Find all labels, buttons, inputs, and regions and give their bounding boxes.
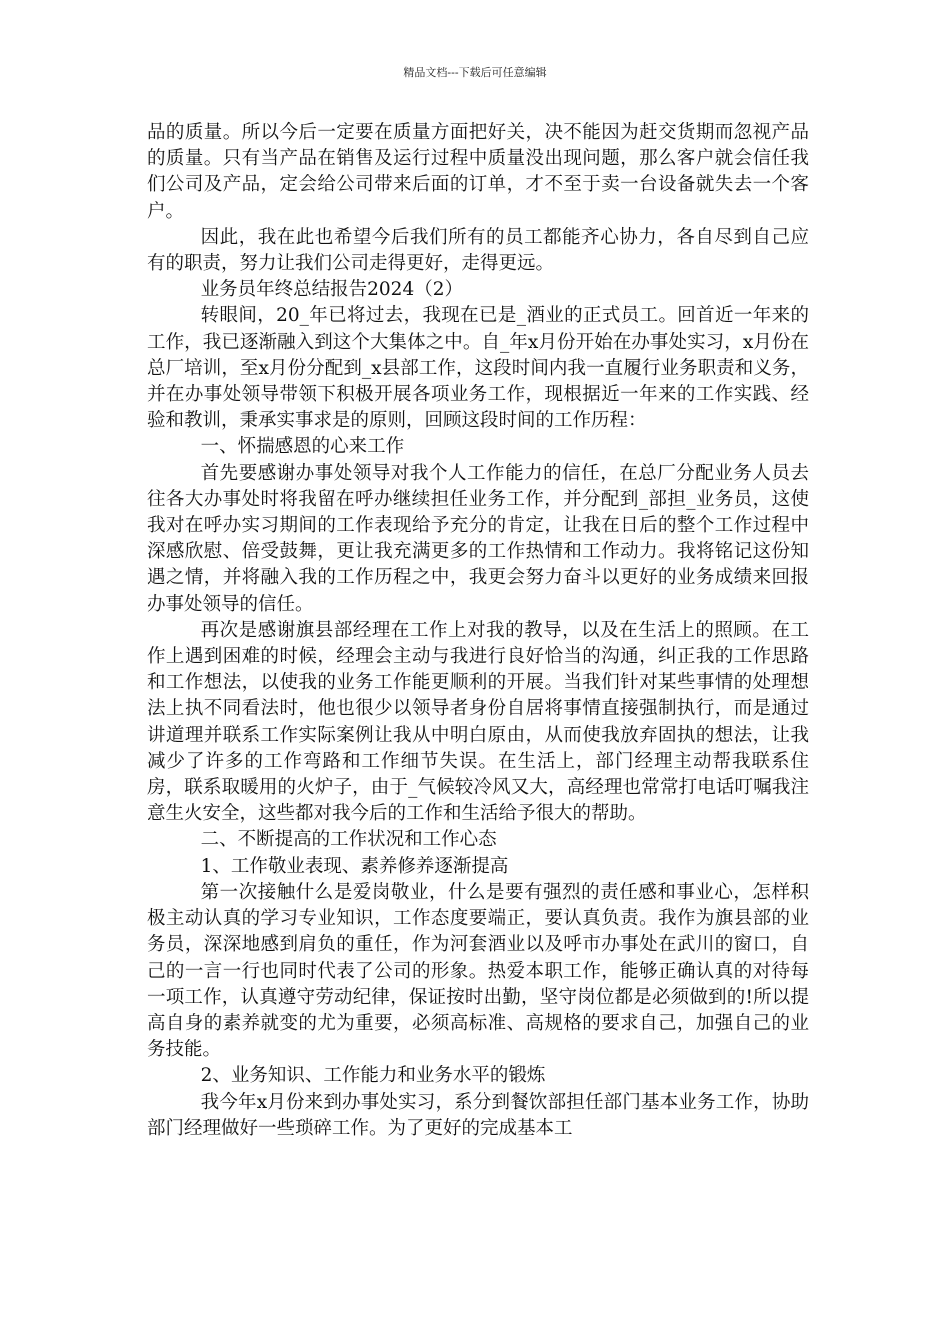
page-header: 精品文档---下载后可任意编辑 xyxy=(403,66,547,79)
paragraph: 我今年x月份来到办事处实习，系分到餐饮部担任部门基本业务工作，协助部门经理做好一些琐碎工作。为了更好的完成基本工 xyxy=(147,1091,809,1139)
paragraph: 首先要感谢办事处领导对我个人工作能力的信任，在总厂分配业务人员去往各大办事处时将我留在呼办继续担任业务工作，并分配到_部担_业务员，这使我对在呼办实习期间的工作表现给予充分的肯定，让我在日后的整个工作过程中深感欣慰、倍受鼓舞，更让我充满更多的工作热情和工作动力。我将铭记这份知遇之情，并将融入我的工作历程之中，我更会努力奋斗以更好的业务成绩来回报办事处领导的信任。 xyxy=(147,462,809,615)
paragraph: 品的质量。所以今后一定要在质量方面把好关，决不能因为赶交货期而忽视产品的质量。只有当产品在销售及运行过程中质量没出现问题，那么客户就会信任我们公司及产品，定会给公司带来后面的订单，才不至于卖一台设备就失去一个客户。 xyxy=(147,122,809,222)
subheading: 1、工作敬业表现、素养修养逐渐提高 xyxy=(200,855,509,877)
paragraph: 第一次接触什么是爱岗敬业，什么是要有强烈的责任感和事业心，怎样积极主动认真的学习专业知识，工作态度要端正，要认真负责。我作为旗县部的业务员，深深地感到肩负的重任，作为河套酒业以及呼市办事处在武川的窗口，自己的一言一行也同时代表了公司的形象。热爱本职工作，能够正确认真的对待每一项工作，认真遵守劳动纪律，保证按时出勤，坚守岗位都是必须做到的!所以提高自身的素养就变的尤为重要，必须高标准、高规格的要求自己，加强自己的业务技能。 xyxy=(147,881,809,1061)
paragraph: 再次是感谢旗县部经理在工作上对我的教导，以及在生活上的照顾。在工作上遇到困难的时候，经理会主动与我进行良好恰当的沟通，纠正我的工作思路和工作想法，以使我的业务工作能更顺利的开展。当我们针对某些事情的处理想法上执不同看法时，他也很少以领导者身份自居将事情直接强制执行，而是通过讲道理并联系工作实际案例让我从中明白原由，从而使我放弃固执的想法，让我减少了许多的工作弯路和工作细节失误。在生活上，部门经理主动帮我联系住房，联系取暖用的火炉子，由于_气候较冷风又大，高经理也常常打电话叮嘱我注意生火安全，这些都对我今后的工作和生活给予很大的帮助。 xyxy=(147,619,809,825)
heading: 二、不断提高的工作状况和工作心态 xyxy=(200,829,497,851)
subheading: 2、业务知识、工作能力和业务水平的锻炼 xyxy=(200,1065,546,1087)
paragraph: 因此，我在此也希望今后我们所有的员工都能齐心协力，各自尽到自己应有的职责，努力让我们公司走得更好，走得更远。 xyxy=(147,226,809,275)
paragraph: 转眼间，20_年已将过去，我现在已是_酒业的正式员工。回首近一年来的工作，我已逐渐融入到这个大集体之中。自_年x月份开始在办事处实习，x月份在总厂培训，至x月份分配到_x县部工作，这段时间内我一直履行业务职责和义务，并在办事处领导带领下积极开展各项业务工作，现根据近一年来的工作实践、经验和教训，秉承实事求是的原则，回顾这段时间的工作历程： xyxy=(147,305,809,432)
document-body xyxy=(147,120,809,1142)
section-title: 业务员年终总结报告2024（2） xyxy=(200,279,463,301)
heading: 一、怀揣感恩的心来工作 xyxy=(200,436,405,458)
